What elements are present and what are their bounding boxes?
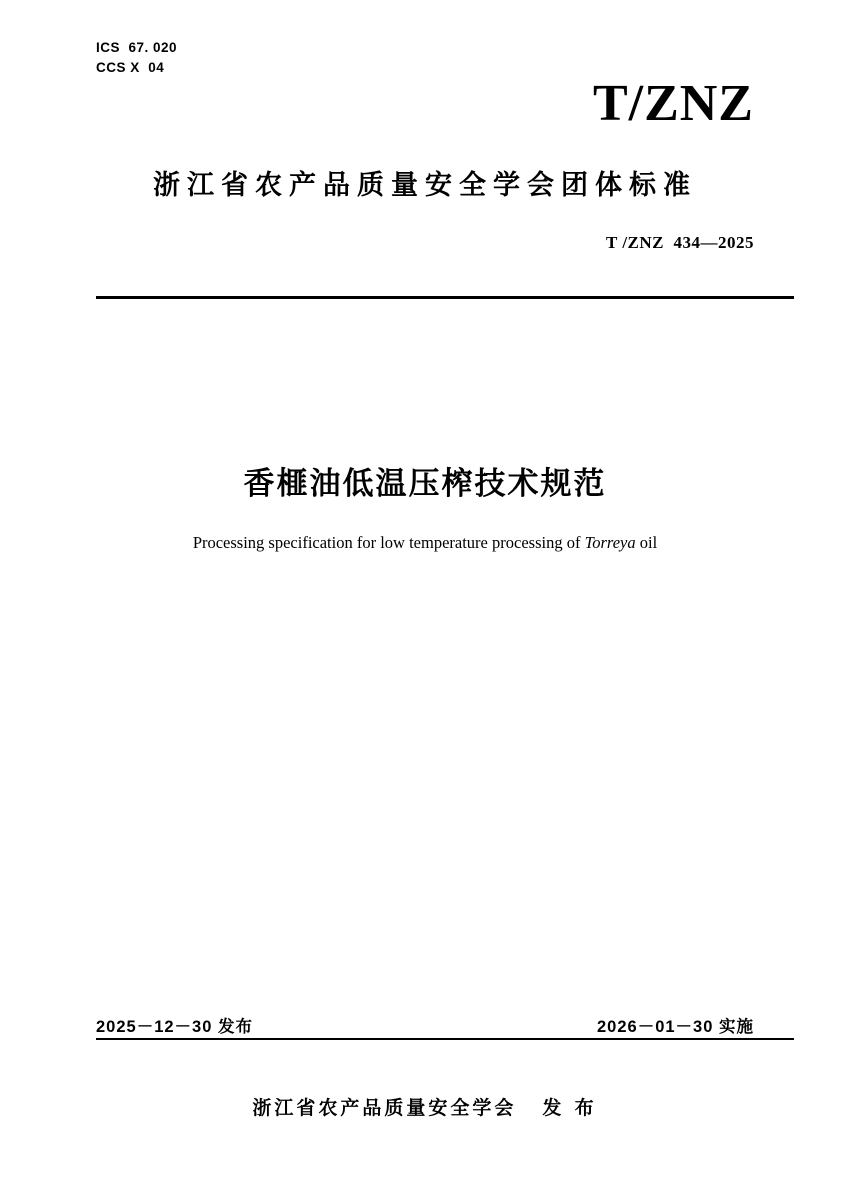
document-title-chinese: 香榧油低温压榨技术规范 bbox=[243, 466, 607, 501]
title-english-prefix: Processing specification for low temperature processing of bbox=[192, 533, 585, 552]
issue-date: 2025－12－30 发布 bbox=[96, 1018, 253, 1036]
title-english-italic: Torreya bbox=[584, 533, 636, 552]
footer-divider bbox=[96, 1038, 794, 1040]
organization-title: 浙江省农产品质量安全学会团体标准 bbox=[153, 170, 697, 200]
title-english-suffix: oil bbox=[635, 533, 658, 552]
header-divider bbox=[96, 296, 794, 299]
ics-code: ICS 67. 020 bbox=[96, 40, 178, 55]
publisher-name: 浙江省农产品质量安全学会 bbox=[252, 1098, 517, 1119]
ccs-code: CCS X 04 bbox=[96, 60, 165, 75]
classification-codes bbox=[96, 38, 177, 78]
implementation-date: 2026－01－30 实施 bbox=[597, 1018, 754, 1036]
standard-number: T /ZNZ 434—2025 bbox=[606, 233, 754, 252]
publisher-line bbox=[0, 1093, 850, 1120]
publisher-verb: 发 布 bbox=[542, 1098, 598, 1119]
document-title-english bbox=[0, 533, 850, 553]
standard-mark-logo: T/ZNZ bbox=[592, 75, 754, 132]
